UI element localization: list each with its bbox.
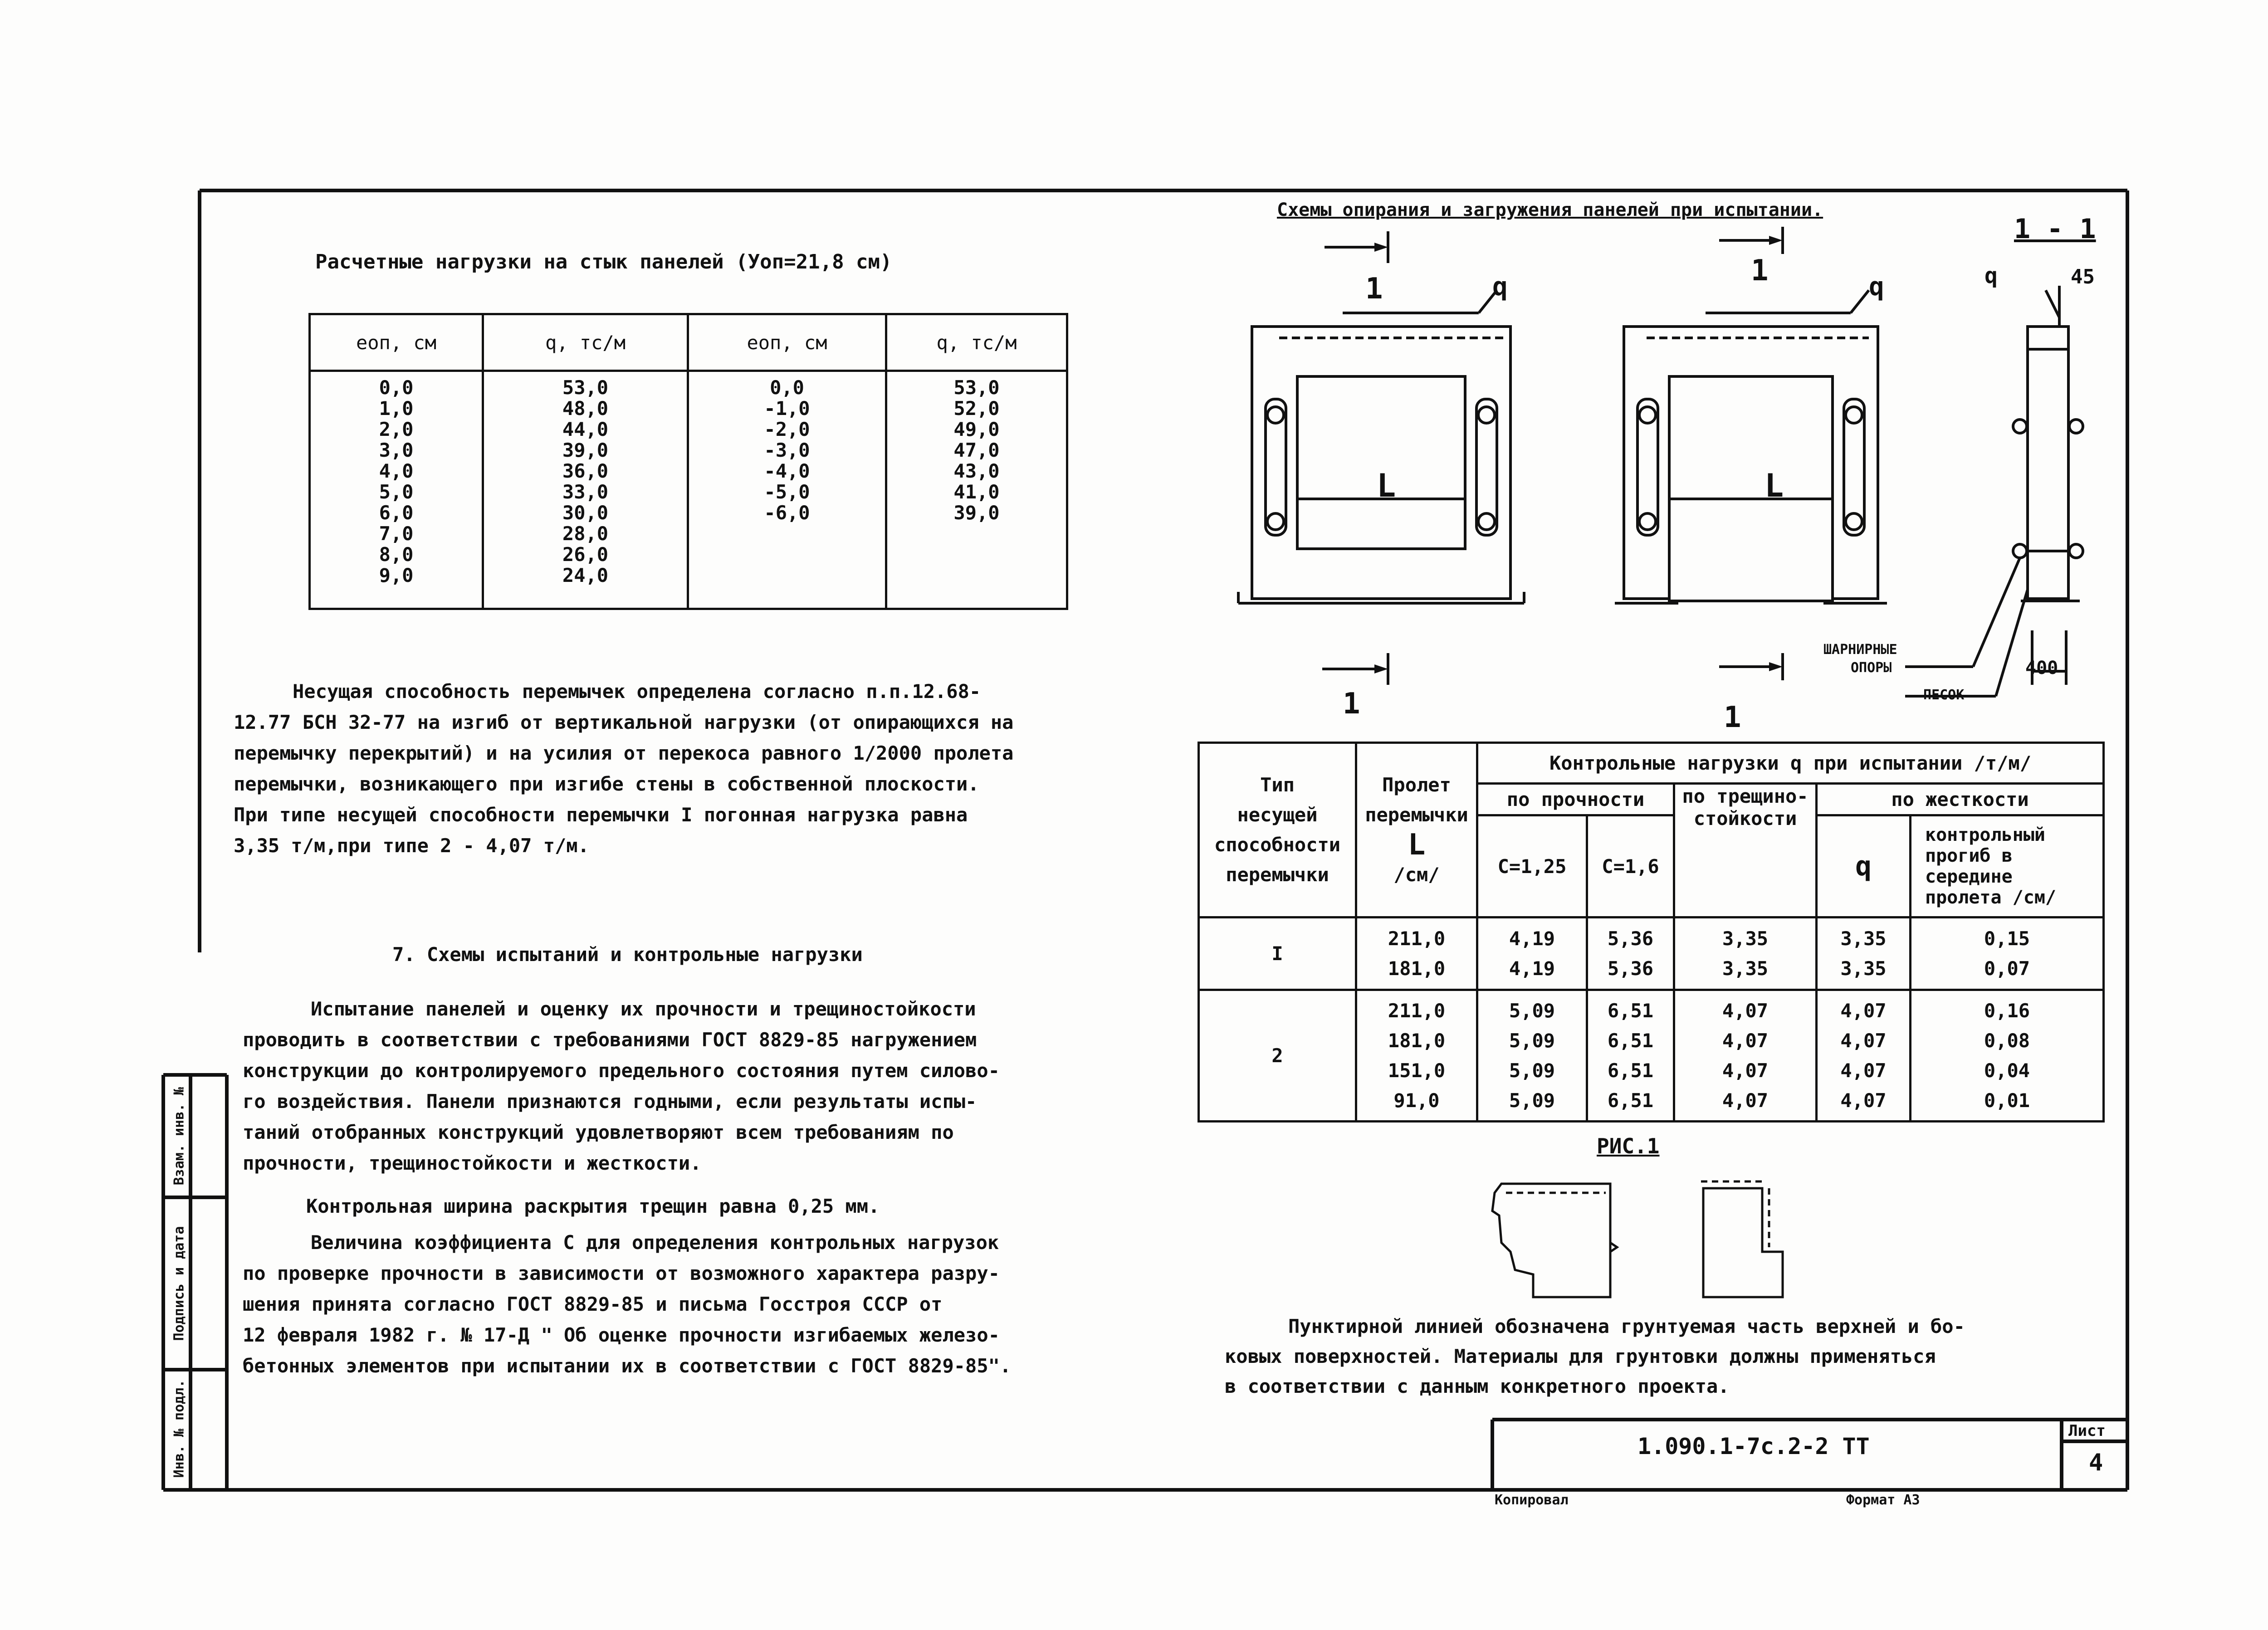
panel-1-outline (1252, 327, 1510, 599)
text-line: стойкости (1693, 807, 1797, 830)
cell: 181,0 (1388, 957, 1446, 980)
text-line: перемычки, возникающего при изгибе стены в собственной плоскости. (234, 773, 979, 795)
cell: 5,09 (1509, 1029, 1555, 1052)
cell: 6,0 (379, 502, 414, 524)
header-e-op-1: eоп, см (310, 314, 483, 371)
text-line: Испытание панелей и оценку их прочности и трещиностойкости (311, 998, 976, 1020)
format-label: Формат А3 (1846, 1492, 1920, 1508)
figure-label: РИС.1 (1597, 1134, 1660, 1158)
scheme-title: Схемы опирания и загружения панелей при испытании. (1277, 200, 1823, 220)
cell: 0,07 (1984, 957, 2030, 980)
cell: 41,0 (953, 481, 1000, 503)
header-e-op-2: eоп, см (688, 314, 886, 371)
coefficient-paragraph (243, 1231, 1011, 1386)
q-cell (1817, 917, 1911, 990)
cell: 6,51 (1607, 1059, 1654, 1082)
span-cell (1356, 990, 1477, 1122)
cell: 4,19 (1509, 957, 1555, 980)
cell: 3,35 (1840, 957, 1887, 980)
header-strength: по прочности (1477, 784, 1674, 815)
header-crack (1674, 784, 1817, 917)
text-line: При типе несущей способности перемычки I погонная нагрузка равна (234, 804, 968, 826)
cell: -6,0 (764, 502, 810, 524)
cell: 3,35 (1722, 927, 1769, 950)
header-stiffness: по жесткости (1817, 784, 2104, 815)
type-cell: I (1199, 917, 1356, 990)
section-mark-bottom-1: 1 (1343, 687, 1360, 721)
loads-table-title: Расчетные нагрузки на стык панелей (Уоп=21,8 см) (315, 250, 892, 273)
c16-cell (1587, 990, 1674, 1122)
cell: 26,0 (562, 543, 609, 566)
text-line: прочности, трещиностойкости и жесткости. (243, 1152, 702, 1174)
cell: 211,0 (1388, 999, 1446, 1022)
cell: 0,15 (1984, 927, 2030, 950)
cell: 28,0 (562, 522, 609, 545)
joint-loads-table (308, 313, 1068, 610)
copied-by-label: Копировал (1495, 1492, 1569, 1508)
type-cell: 2 (1199, 990, 1356, 1122)
cell: 5,0 (379, 481, 414, 503)
cell: 1,0 (379, 397, 414, 420)
crack-width-text: Контрольная ширина раскрытия трещин равна 0,25 мм. (306, 1195, 880, 1217)
header-q-2: q, тс/м (886, 314, 1067, 371)
header-c125: С=1,25 (1477, 815, 1587, 917)
cell: 8,0 (379, 543, 414, 566)
deflection-cell (1911, 990, 2104, 1122)
text-line: контрольный (1925, 825, 2045, 845)
cell: 39,0 (562, 439, 609, 461)
cell: 3,35 (1722, 957, 1769, 980)
sheet-number: 4 (2089, 1449, 2103, 1476)
cell: 47,0 (953, 439, 1000, 461)
figure-note (1225, 1315, 1965, 1405)
cell: 4,07 (1840, 1059, 1887, 1082)
column-q-positive (483, 371, 688, 609)
cell: 43,0 (953, 460, 1000, 482)
side-label-signature: Подпись и дата (171, 1226, 187, 1341)
text-line: перемычки (1365, 804, 1468, 826)
cell: -1,0 (764, 397, 810, 420)
dim-45: 45 (2071, 265, 2095, 288)
cell: 9,0 (379, 564, 414, 586)
header-type (1199, 743, 1356, 917)
control-loads-table (1198, 742, 2105, 1122)
cell: 33,0 (562, 481, 609, 503)
cell: 0,0 (379, 376, 414, 399)
text-line: 12 февраля 1982 г. № 17-Д " Об оценке прочности изгибаемых железо- (243, 1324, 1000, 1346)
cell: 3,0 (379, 439, 414, 461)
cell: 39,0 (953, 502, 1000, 524)
header-deflection (1911, 815, 2104, 917)
crack-cell (1674, 990, 1817, 1122)
cell: -5,0 (764, 481, 810, 503)
table-row (1199, 917, 2104, 990)
text-line: бетонных элементов при испытании их в соответствии с ГОСТ 8829-85". (243, 1355, 1012, 1377)
span-label-2: L (1765, 467, 1784, 504)
side-label-inventory: Инв. № подл. (171, 1379, 187, 1478)
dim-400: 400 (2025, 658, 2058, 678)
text-line: конструкции до контролируемого предельного состояния путем силово- (243, 1059, 1000, 1082)
cell: 4,07 (1722, 999, 1769, 1022)
header-q: q (1817, 815, 1911, 917)
cell: -3,0 (764, 439, 810, 461)
text-line: пролета /см/ (1925, 887, 2056, 908)
cell: 211,0 (1388, 927, 1446, 950)
cell: 3,35 (1840, 927, 1887, 950)
cell: 30,0 (562, 502, 609, 524)
cell: 4,07 (1840, 999, 1887, 1022)
cell: 5,36 (1607, 957, 1654, 980)
cell: 6,51 (1607, 1089, 1654, 1112)
text-line: 12.77 БСН 32-77 на изгиб от вертикальной нагрузки (от опирающихся на (234, 711, 1014, 733)
cell: 91,0 (1393, 1089, 1440, 1112)
header-q-1: q, тс/м (483, 314, 688, 371)
section-mark-bottom-2: 1 (1724, 701, 1741, 734)
cell: 2,0 (379, 418, 414, 440)
cell: 181,0 (1388, 1029, 1446, 1052)
text-line: по трещино- (1682, 785, 1809, 807)
cell: 49,0 (953, 418, 1000, 440)
hinge-supports-label-1: ШАРНИРНЫЕ (1823, 642, 1897, 658)
column-e-op-negative (688, 371, 886, 609)
cell: 0,08 (1984, 1029, 2030, 1052)
q-cell (1817, 990, 1911, 1122)
text-line: способности (1214, 834, 1341, 856)
cell: 5,09 (1509, 1059, 1555, 1082)
cell: 52,0 (953, 397, 1000, 420)
header-span (1356, 743, 1477, 917)
span-cell (1356, 917, 1477, 990)
cell: 44,0 (562, 418, 609, 440)
text-line: ковых поверхностей. Материалы для грунтовки должны применяться (1225, 1345, 1936, 1367)
section-mark-top-1: 1 (1365, 272, 1383, 306)
cell: 6,51 (1607, 999, 1654, 1022)
table-row (1199, 990, 2104, 1122)
cell: 53,0 (562, 376, 609, 399)
deflection-cell (1911, 917, 2104, 990)
cell: 4,0 (379, 460, 414, 482)
bearing-capacity-paragraph (234, 680, 1013, 865)
crack-cell (1674, 917, 1817, 990)
text-line: /см/ (1393, 864, 1440, 886)
cell: 0,0 (770, 376, 804, 399)
cell: 36,0 (562, 460, 609, 482)
side-label-replace: Взам. инв. № (171, 1087, 187, 1186)
cell: 53,0 (953, 376, 1000, 399)
text-line: 3,35 т/м,при типе 2 - 4,07 т/м. (234, 835, 589, 857)
span-label-1: L (1377, 467, 1396, 504)
load-q-label-2: q (1869, 272, 1884, 302)
cell: 4,07 (1722, 1059, 1769, 1082)
cell: 4,19 (1509, 927, 1555, 950)
load-q-label-1: q (1492, 272, 1508, 302)
text-line: Несущая способность перемычек определена согласно п.п.12.68- (293, 680, 981, 703)
cell: 0,04 (1984, 1059, 2030, 1082)
cell: 4,07 (1840, 1029, 1887, 1052)
text-line: Пролет (1382, 774, 1451, 796)
cell: 151,0 (1388, 1059, 1446, 1082)
text-line: L (1408, 828, 1426, 862)
c125-cell (1477, 990, 1587, 1122)
sand-label: ПЕСОК (1923, 687, 1965, 703)
section-mark-top-2: 1 (1751, 254, 1769, 288)
text-line: середине (1925, 866, 2013, 887)
cell: 24,0 (562, 564, 609, 586)
column-q-negative (886, 371, 1067, 609)
text-line: по проверке прочности в зависимости от возможного характера разру- (243, 1262, 1000, 1284)
header-c16: С=1,6 (1587, 815, 1674, 917)
text-line: го воздействия. Панели признаются годными, если результаты испы- (243, 1090, 977, 1113)
cell: 7,0 (379, 522, 414, 545)
cell: -4,0 (764, 460, 810, 482)
cell: 4,07 (1840, 1089, 1887, 1112)
cell: 5,09 (1509, 1089, 1555, 1112)
cell: 6,51 (1607, 1029, 1654, 1052)
column-e-op-positive (310, 371, 483, 609)
c125-cell (1477, 917, 1587, 990)
cell: 5,36 (1607, 927, 1654, 950)
document-number: 1.090.1-7с.2-2 ТТ (1637, 1433, 1870, 1459)
panel-1-opening (1297, 376, 1465, 549)
hinge-supports-label-2: ОПОРЫ (1851, 660, 1892, 676)
text-line: прогиб в (1925, 845, 2013, 866)
load-q-label-section: q (1984, 263, 1998, 288)
c16-cell (1587, 917, 1674, 990)
cell: 0,01 (1984, 1089, 2030, 1112)
testing-paragraph (243, 998, 1000, 1183)
text-line: таний отобранных конструкций удовлетворяют всем требованиям по (243, 1121, 954, 1143)
text-line: перемычки (1226, 864, 1329, 886)
cell: 48,0 (562, 397, 609, 420)
cell: 5,09 (1509, 999, 1555, 1022)
text-line: перемычку перекрытий) и на усилия от перекоса равного 1/2000 пролета (234, 742, 1014, 764)
cell: 0,16 (1984, 999, 2030, 1022)
header-control-loads: Контрольные нагрузки q при испытании /т/м/ (1477, 743, 2104, 784)
text-line: в соответствии с данным конкретного проекта. (1225, 1375, 1730, 1397)
sheet-label: Лист (2068, 1422, 2106, 1440)
cell: 4,07 (1722, 1029, 1769, 1052)
section-label: 1 - 1 (2014, 213, 2096, 245)
text-line: шения принята согласно ГОСТ 8829-85 и письма Госстроя СССР от (243, 1293, 943, 1315)
text-line: Тип (1260, 774, 1295, 796)
cell: -2,0 (764, 418, 810, 440)
text-line: Величина коэффициента С для определения контрольных нагрузок (311, 1231, 999, 1254)
cell: 4,07 (1722, 1089, 1769, 1112)
section-heading: 7. Схемы испытаний и контрольные нагрузки (392, 943, 863, 966)
text-line: Пунктирной линией обозначена грунтуемая часть верхней и бо- (1288, 1315, 1965, 1337)
text-line: проводить в соответствии с требованиями ГОСТ 8829-85 нагружением (243, 1029, 977, 1051)
figure-1-section-drawing (1474, 1161, 1792, 1311)
text-line: несущей (1237, 804, 1318, 826)
test-scheme-drawing (1225, 213, 2132, 735)
